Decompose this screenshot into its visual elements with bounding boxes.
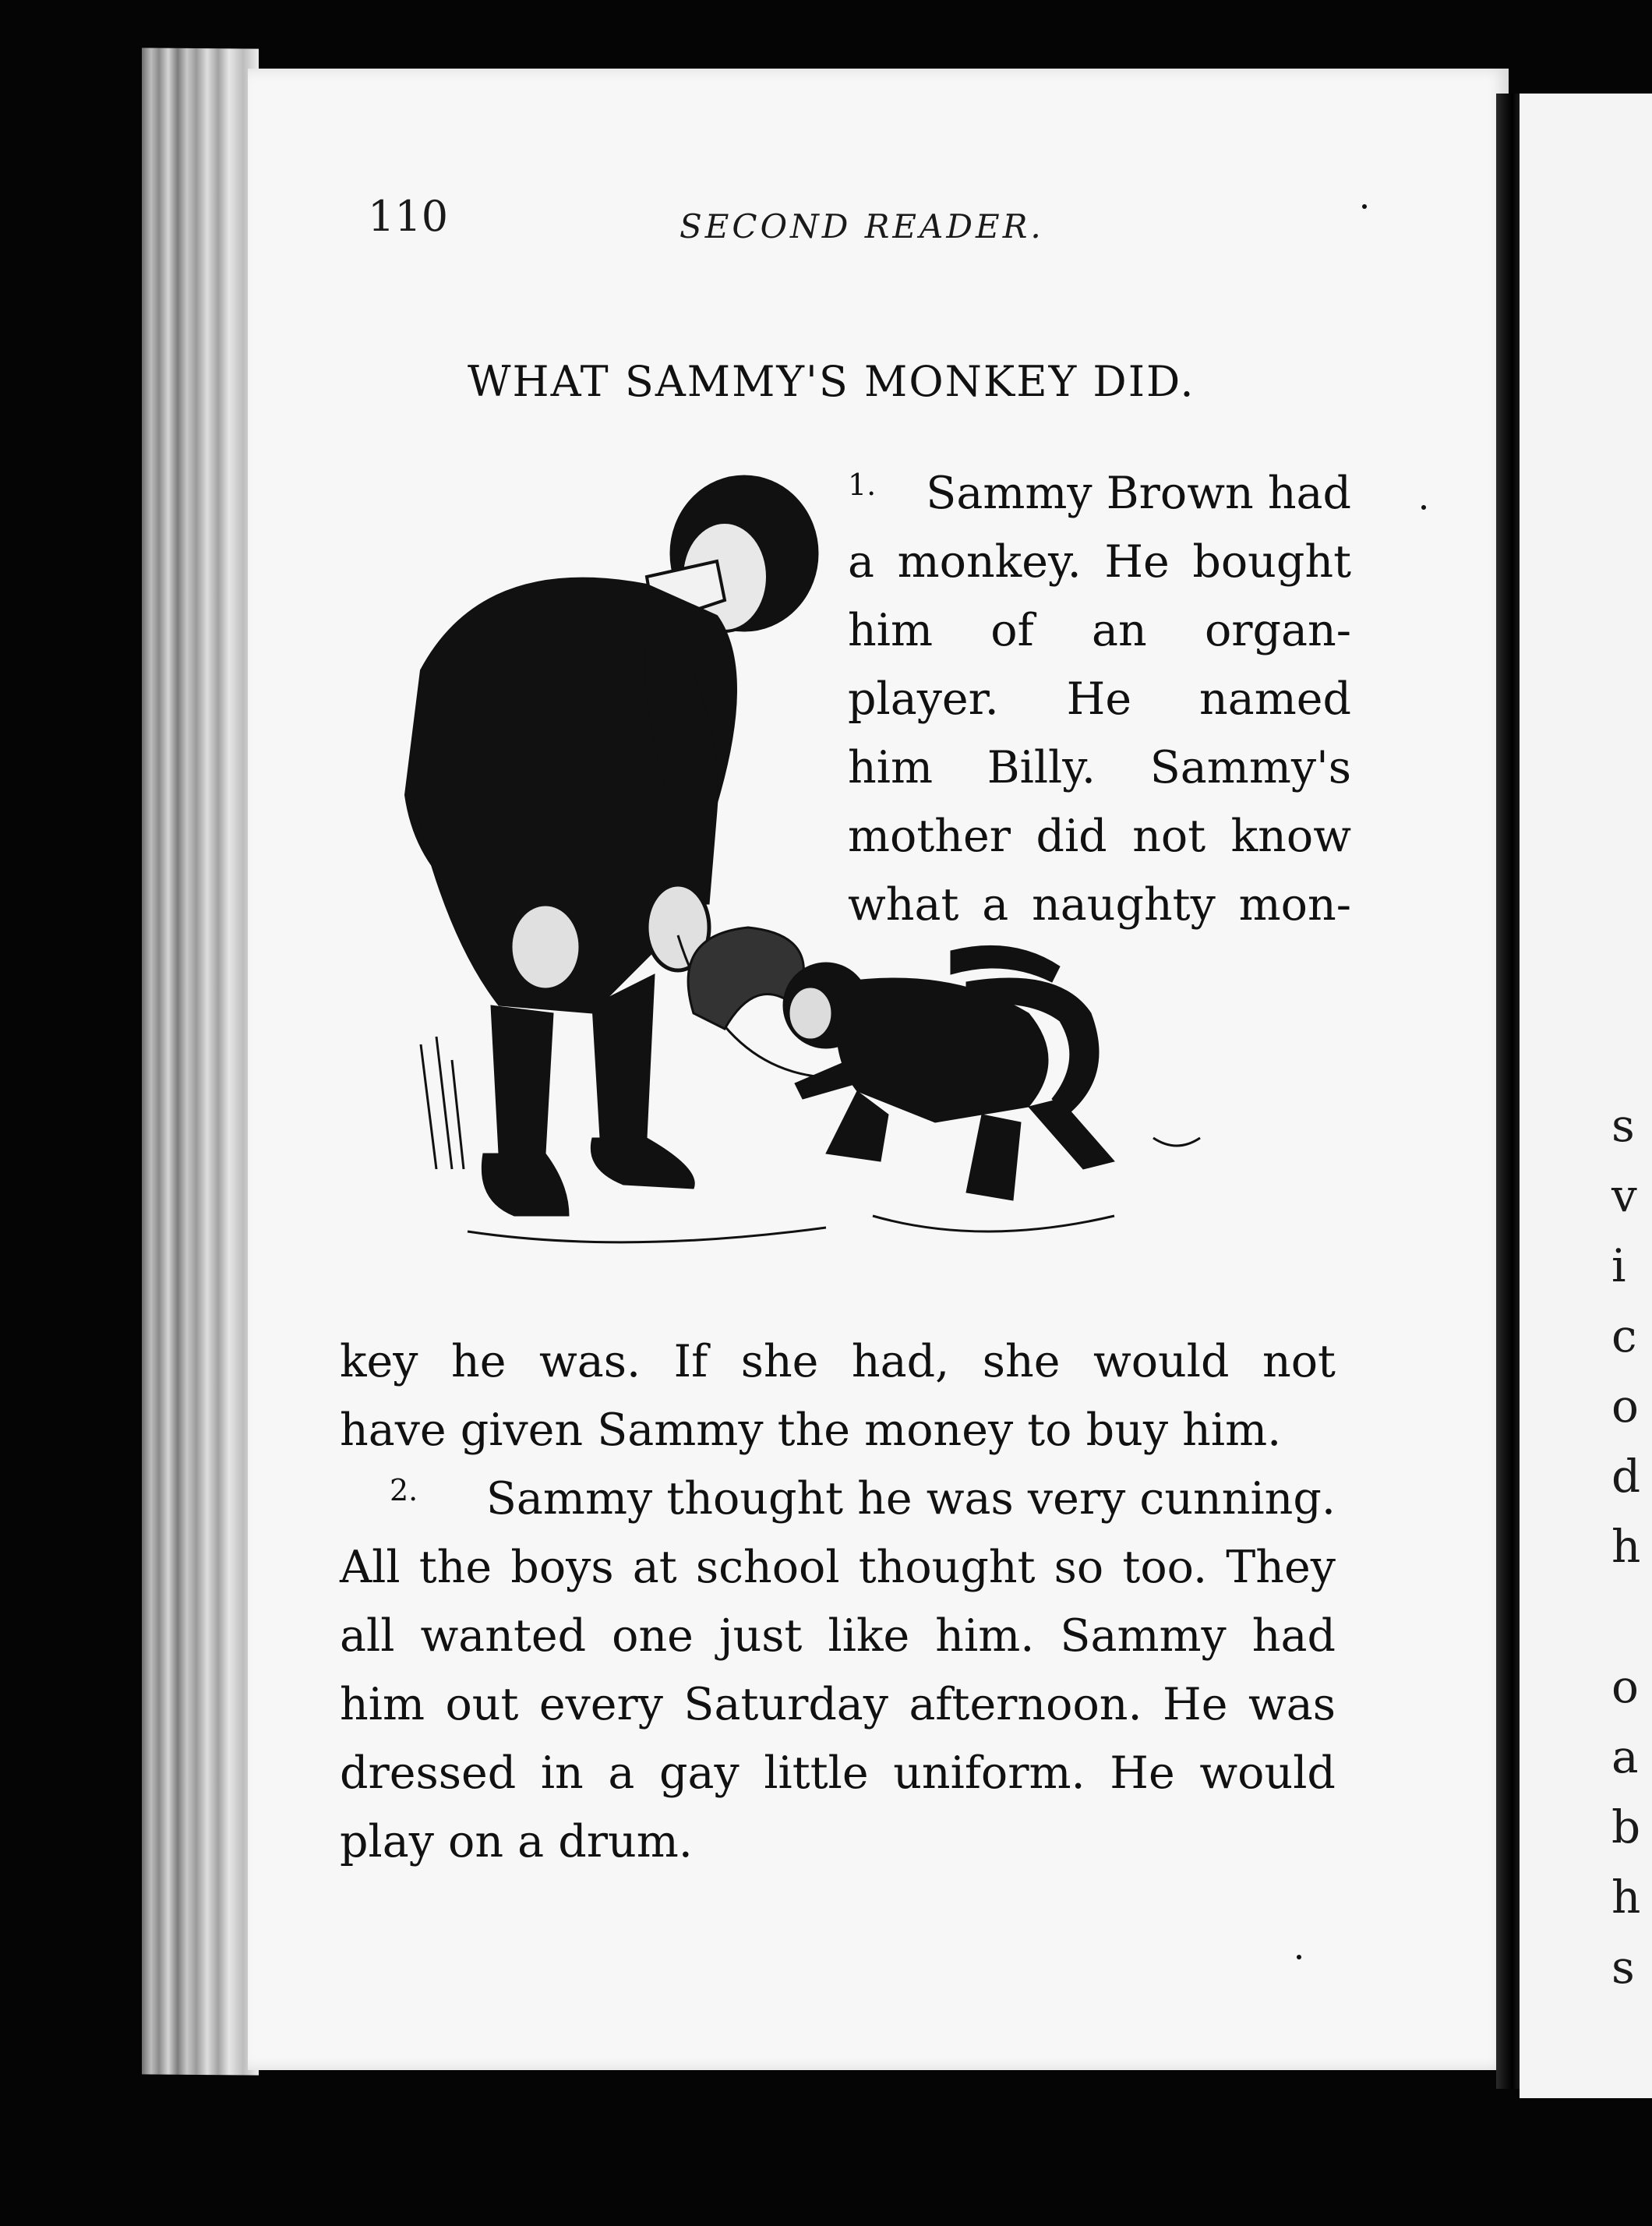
word: know [1230,811,1351,862]
word: would [1093,1336,1230,1387]
word: naughty [1032,879,1216,931]
word: an [1091,605,1147,656]
text-line [848,742,1351,793]
word: mon- [1238,879,1351,931]
word: Sammy [1060,1610,1227,1662]
word: school [695,1542,840,1593]
word: All [340,1542,401,1593]
word: him [848,605,933,656]
word: had [1251,1610,1336,1662]
word: all [340,1610,395,1662]
word: If [673,1336,708,1387]
next-page-fragment: c [1611,1309,1637,1362]
text-line [340,1610,1336,1662]
next-page-fragment: s [1611,1099,1635,1152]
text-line [340,1747,1336,1799]
book-gutter [1496,94,1523,2089]
word: a [982,879,1009,931]
word: would [1199,1747,1336,1799]
text-line [390,1473,1336,1525]
page-number: 110 [368,192,449,241]
word: Saturday [683,1679,888,1730]
next-page-fragment: b [1611,1800,1641,1853]
word: the [418,1542,492,1593]
page-edges [142,48,259,2075]
text-line [848,673,1351,725]
word: uniform. [893,1747,1085,1799]
text-line [340,1679,1336,1730]
word: gay [659,1747,740,1799]
word: what [848,879,959,931]
next-page-fragment: s [1611,1941,1635,1994]
next-page-fragment: d [1611,1450,1641,1503]
word: player. [848,673,999,725]
word: mother [848,811,1011,862]
word: He [1110,1747,1175,1799]
word: named [1199,673,1351,725]
next-page-fragment: h [1611,1871,1641,1924]
word: him. [935,1610,1035,1662]
word: a [848,536,874,588]
next-page-fragment: a [1611,1730,1639,1783]
word: every [538,1679,663,1730]
word: a [608,1747,635,1799]
line-text: Sammy Brown had [926,468,1351,519]
line-text: Sammy thought he was very cunning. [485,1473,1336,1525]
scan-speck [1362,204,1367,209]
word: too. [1122,1542,1208,1593]
word: key [340,1336,418,1387]
right-page-sliver [1520,94,1652,2098]
word: him [340,1679,425,1730]
word: one [612,1610,694,1662]
word: Sammy's [1149,742,1351,793]
word: he [450,1336,507,1387]
word: wanted [420,1610,587,1662]
word: so [1054,1542,1104,1593]
text-line [848,605,1351,656]
word: He [1066,673,1132,725]
word: like [828,1610,910,1662]
word: bought [1192,536,1351,588]
word: she [740,1336,819,1387]
word: afternoon. [909,1679,1142,1730]
word: Billy. [987,742,1096,793]
next-page-fragment: i [1611,1239,1626,1292]
word: dressed [340,1747,517,1799]
next-page-fragment: o [1611,1380,1639,1433]
word: They [1226,1542,1336,1593]
word: not [1132,811,1206,862]
word: He [1104,536,1170,588]
word: not [1262,1336,1336,1387]
word: did [1036,811,1107,862]
next-page-fragment: h [1611,1520,1641,1573]
text-line [848,811,1351,862]
paragraph-number: 2. [390,1473,418,1507]
paragraph-number: 1. [848,468,877,502]
word: in [540,1747,584,1799]
text-line: have given Sammy the money to buy him. [340,1404,1282,1456]
word: monkey. [897,536,1082,588]
text-line [848,879,1351,931]
word: He [1163,1679,1228,1730]
scan-speck [1421,505,1426,510]
word: she [982,1336,1061,1387]
text-line [848,536,1351,588]
word: little [764,1747,869,1799]
word: organ- [1204,605,1351,656]
word: just [718,1610,803,1662]
text-line [848,468,1351,519]
next-page-fragment: o [1611,1660,1639,1713]
word: was [1248,1679,1336,1730]
text-line [340,1542,1336,1593]
word: of [990,605,1034,656]
word: out [445,1679,519,1730]
scan-speck [1297,1955,1301,1959]
word: at [632,1542,677,1593]
word: thought [858,1542,1036,1593]
word: had, [851,1336,950,1387]
running-head: SECOND READER. [680,207,1044,246]
word: was. [538,1336,641,1387]
text-line [340,1336,1336,1387]
word: boys [510,1542,614,1593]
text-line: play on a drum. [340,1816,693,1867]
next-page-fragment: v [1611,1169,1637,1222]
lesson-title: WHAT SAMMY'S MONKEY DID. [468,357,1195,406]
word: him [848,742,933,793]
